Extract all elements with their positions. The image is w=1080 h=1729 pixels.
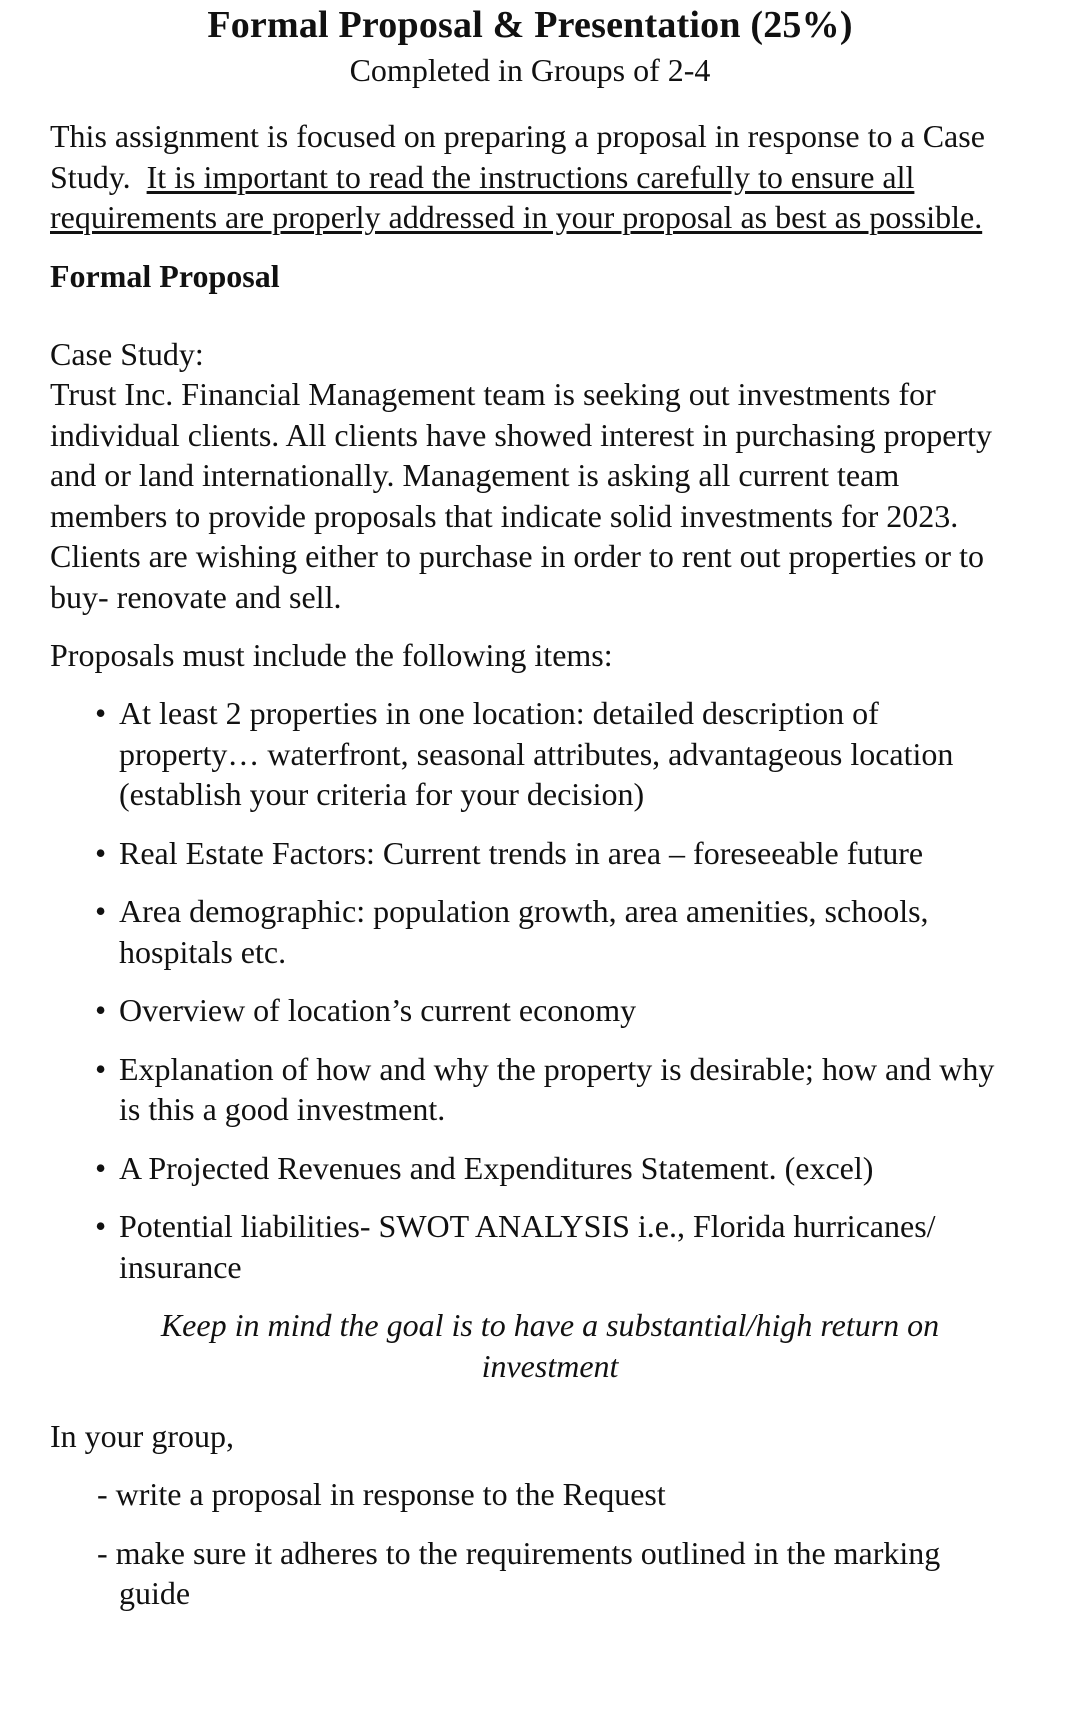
bullet-icon: • xyxy=(95,1149,107,1186)
bullet-icon: • xyxy=(95,834,107,871)
list-item-text: At least 2 properties in one location: detailed description of property… waterfront, seasonal attributes, advantageous location (establish your criteria for your decision) xyxy=(119,695,954,812)
list-item xyxy=(85,990,1010,1031)
investment-reminder: Keep in mind the goal is to have a substantial/high return on investment xyxy=(160,1307,940,1384)
proposals-lead: Proposals must include the following items: xyxy=(50,637,613,673)
bullet-icon: • xyxy=(95,992,107,1028)
intro-underlined-text: It is important to read the instructions carefully to ensure all requirements are properly addressed in your proposal as best as possible. xyxy=(50,158,983,235)
group-task-item: - make sure it adheres to the requirements outlined in the marking guide xyxy=(97,1534,941,1611)
group-task-item: - write a proposal in response to the Request xyxy=(97,1476,666,1512)
list-item xyxy=(85,693,1010,815)
intro-paragraph xyxy=(50,116,1010,238)
group-lead: In your group, xyxy=(50,1418,234,1454)
case-study-body: Trust Inc. Financial Management team is seeking out investments for individual clients. All clients have showed interest in purchasing property and or land internationally. Management is asking all current team members to provide proposals that indicate solid investments for 2023. Clients are wishing either to purchase in order to rent out properties or to buy- renovate and sell. xyxy=(50,376,993,615)
formal-proposal-heading: Formal Proposal xyxy=(50,257,280,294)
bullet-icon: • xyxy=(95,695,107,731)
list-item xyxy=(85,833,1010,874)
list-item xyxy=(85,1049,1010,1130)
case-study-label: Case Study: xyxy=(50,335,204,372)
bullet-icon: • xyxy=(95,1050,107,1087)
list-item xyxy=(85,1206,1010,1287)
document-title: Formal Proposal & Presentation (25%) xyxy=(207,4,853,46)
list-item-text: Explanation of how and why the property is desirable; how and why is this a good investment. xyxy=(119,1050,995,1127)
requirements-list xyxy=(50,693,1010,1287)
intro-lead-text: This assignment is focused on preparing a proposal in response to a Case Study. xyxy=(50,118,985,195)
document-subtitle: Completed in Groups of 2-4 xyxy=(349,52,711,88)
list-item-text: Potential liabilities- SWOT ANALYSIS i.e., Florida hurricanes/ insurance xyxy=(119,1208,936,1285)
bullet-icon: • xyxy=(95,1208,107,1244)
bullet-icon: • xyxy=(95,893,107,929)
list-item-text: A Projected Revenues and Expenditures Statement. (excel) xyxy=(119,1149,874,1186)
list-item xyxy=(85,891,1010,972)
list-item xyxy=(85,1148,1010,1189)
list-item-text: Area demographic: population growth, area amenities, schools, hospitals etc. xyxy=(119,893,929,970)
list-item-text: Overview of location’s current economy xyxy=(119,992,637,1028)
list-item-text: Real Estate Factors: Current trends in area – foreseeable future xyxy=(119,834,924,871)
